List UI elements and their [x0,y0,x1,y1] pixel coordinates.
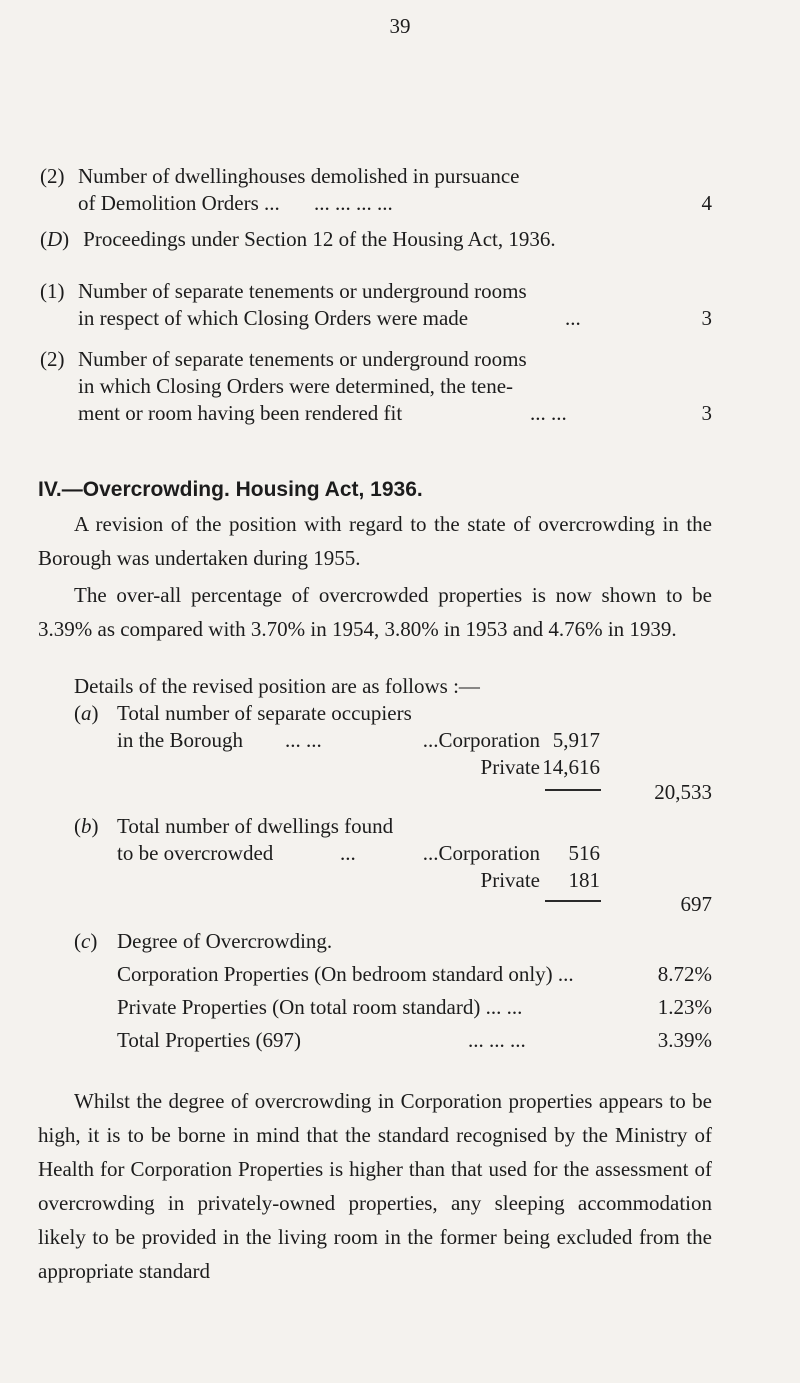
item-text-line: Total number of separate occupiers [117,701,412,725]
item-text-line: Number of separate tenements or underground rooms [78,347,527,371]
sum-rule [545,900,601,902]
leader-dots: ... ... [285,728,322,752]
paren: ) [62,227,70,251]
item-text-line: to be overcrowded [117,841,274,865]
overcrowding-row-label: Private Properties (On total room standard) ... ... [117,995,523,1019]
overcrowding-row-value: 8.72% [657,962,712,986]
paragraph-text: A revision of the position with regard to the state of overcrowding in the Borough was undertaken during 1955. [38,512,712,570]
item-text-line: in respect of which Closing Orders were made [78,306,469,330]
paragraph [38,578,712,646]
private-value: 14,616 [542,755,600,779]
details-intro: Details of the revised position are as follows :— [74,674,480,698]
item-text-line: Number of dwellinghouses demolished in pursuance [78,164,520,188]
section-title: Proceedings under Section 12 of the Housing Act, 1936. [83,227,556,251]
item-label: (2) [40,164,65,188]
item-label: (b) [74,814,99,838]
paragraph [38,507,712,575]
private-value: 181 [568,868,600,892]
leader-dots: ... ... ... [468,1028,526,1052]
section-letter: D [47,227,63,251]
item-text-line: ment or room having been rendered fit [78,401,403,425]
paragraph-text: Whilst the degree of overcrowding in Corporation properties appears to be high, it is to be borne in mind that the standard recognised by the Ministry of Health for Corporation Properties is higher than that used for the assessment of overcrowding in privately-owned properties, any sleeping accommodation likely to be provided in the living room in the former being excluded from the appropriate standard [38,1089,712,1283]
item-value: 3 [701,401,712,425]
item-letter: a [81,701,92,725]
item-text-line: in the Borough [117,728,243,752]
corporation-label: ...Corporation [422,728,540,752]
leader-dots: ... ... ... ... [314,191,393,215]
item-value: 3 [701,306,712,330]
item-value: 4 [701,191,712,215]
paren: ( [40,227,47,251]
paragraph [38,1084,712,1288]
total-value: 697 [680,892,712,916]
overcrowding-row-label: Total Properties (697) [117,1028,301,1052]
sum-rule [545,789,601,791]
item-text-line: of Demolition Orders ... [78,191,280,215]
overcrowding-row-label: Corporation Properties (On bedroom standard only) ... [117,962,574,986]
page-number: 39 [389,14,411,38]
corporation-value: 5,917 [552,728,600,752]
overcrowding-row-value: 3.39% [657,1028,712,1052]
item-text-line: in which Closing Orders were determined, the tene- [78,374,514,398]
total-value: 20,533 [654,780,712,804]
item-text-line: Number of separate tenements or underground rooms [78,279,527,303]
item-letter: c [81,929,91,953]
leader-dots: ... [565,306,581,330]
item-label: (c) [74,929,98,953]
leader-dots: ... ... [530,401,567,425]
corporation-label: ...Corporation [422,841,540,865]
section-iv-heading: IV.—Overcrowding. Housing Act, 1936. [38,478,423,501]
item-label: (1) [40,279,65,303]
leader-dots: ... [340,841,356,865]
private-label: Private [480,755,540,779]
item-label: (a) [74,701,99,725]
overcrowding-row-value: 1.23% [657,995,712,1019]
private-label: Private [480,868,540,892]
paragraph-text: The over-all percentage of overcrowded properties is now shown to be 3.39% as compared with 3.70% in 1954, 3.80% in 1953 and 4.76% in 1939. [38,583,712,641]
item-letter: b [81,814,92,838]
section-d-heading [40,226,556,253]
item-text-line: Degree of Overcrowding. [117,929,333,953]
item-label: (2) [40,347,65,371]
corporation-value: 516 [568,841,600,865]
item-text-line: Total number of dwellings found [117,814,394,838]
